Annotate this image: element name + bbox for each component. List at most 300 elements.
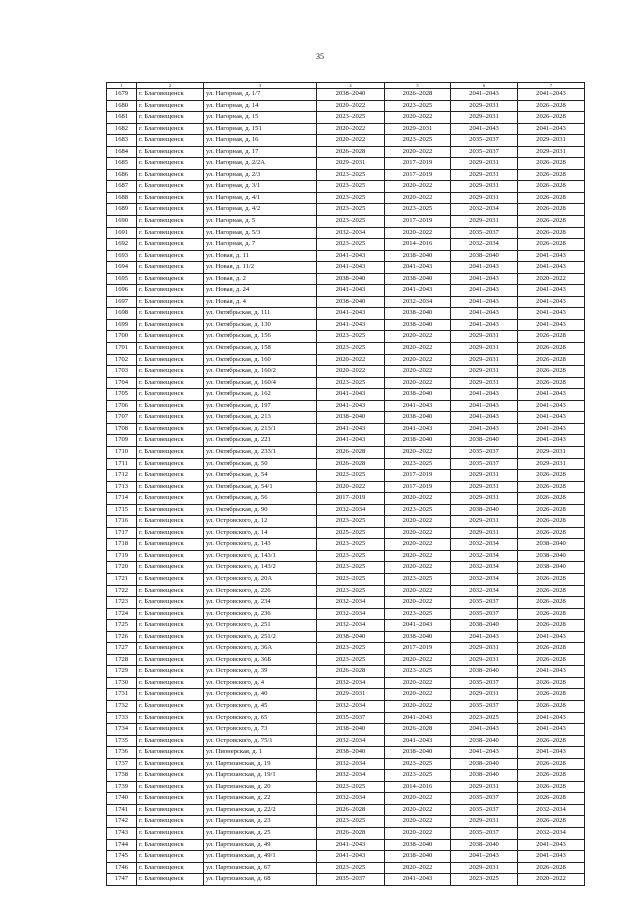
city-cell: г. Благовещенск — [137, 747, 204, 759]
period-col-7-cell: 2026–2028 — [518, 204, 585, 216]
period-col-5-cell: 2020–2022 — [385, 816, 451, 828]
period-col-7-cell: 2041–2043 — [518, 666, 585, 678]
period-col-6-cell: 2032–2034 — [451, 573, 518, 585]
address-cell: ул. Октябрьская, д. 50 — [204, 458, 317, 470]
address-cell: ул. Островского, д. 40 — [204, 689, 317, 701]
period-col-5-cell: 2020–2022 — [385, 700, 451, 712]
table-row — [107, 666, 585, 678]
address-cell: ул. Островского, д. 65 — [204, 712, 317, 724]
address-cell: ул. Партизанская, д. 49 — [204, 839, 317, 851]
address-cell: ул. Новая, д. 2 — [204, 273, 317, 285]
period-col-5-cell: 2020–2022 — [385, 828, 451, 840]
address-cell: ул. Островского, д. 14 — [204, 527, 317, 539]
city-cell: г. Благовещенск — [137, 585, 204, 597]
city-cell: г. Благовещенск — [137, 319, 204, 331]
period-col-6-cell: 2041–2043 — [451, 631, 518, 643]
period-col-6-cell: 2038–2040 — [451, 735, 518, 747]
row-number-cell: 1710 — [107, 446, 137, 458]
address-cell: ул. Партизанская, д. 19 — [204, 758, 317, 770]
period-col-7-cell: 2020–2022 — [518, 874, 585, 886]
period-col-4-cell: 2023–2025 — [317, 862, 385, 874]
period-col-5-cell: 2041–2043 — [385, 712, 451, 724]
period-col-6-cell: 2035–2037 — [451, 804, 518, 816]
address-cell: ул. Нагорная, д. 4/1 — [204, 192, 317, 204]
row-number-cell: 1735 — [107, 735, 137, 747]
period-col-6-cell: 2041–2043 — [451, 273, 518, 285]
city-cell: г. Благовещенск — [137, 400, 204, 412]
period-col-4-cell: 2032–2034 — [317, 504, 385, 516]
period-col-6-cell: 2029–2031 — [451, 100, 518, 112]
period-col-7-cell: 2026–2028 — [518, 516, 585, 528]
period-col-4-cell: 2026–2028 — [317, 828, 385, 840]
period-col-4-cell: 2041–2043 — [317, 435, 385, 447]
period-col-6-cell: 2029–2031 — [451, 862, 518, 874]
city-cell: г. Благовещенск — [137, 250, 204, 262]
city-cell: г. Благовещенск — [137, 562, 204, 574]
table-row — [107, 654, 585, 666]
row-number-cell: 1688 — [107, 192, 137, 204]
row-number-cell: 1747 — [107, 874, 137, 886]
period-col-4-cell: 2023–2025 — [317, 654, 385, 666]
period-col-6-cell: 2041–2043 — [451, 724, 518, 736]
city-cell: г. Благовещенск — [137, 296, 204, 308]
address-cell: ул. Октябрьская, д. 160/4 — [204, 377, 317, 389]
period-col-6-cell: 2029–2031 — [451, 781, 518, 793]
period-col-6-cell: 2032–2034 — [451, 550, 518, 562]
city-cell: г. Благовещенск — [137, 550, 204, 562]
address-cell: ул. Новая, д. 11 — [204, 250, 317, 262]
period-col-6-cell: 2032–2034 — [451, 239, 518, 251]
period-col-7-cell: 2032–2034 — [518, 828, 585, 840]
row-number-cell: 1734 — [107, 724, 137, 736]
period-col-6-cell: 2029–2031 — [451, 643, 518, 655]
city-cell: г. Благовещенск — [137, 758, 204, 770]
period-col-7-cell: 2026–2028 — [518, 169, 585, 181]
period-col-7-cell: 2041–2043 — [518, 296, 585, 308]
row-number-cell: 1679 — [107, 89, 137, 101]
period-col-6-cell: 2029–2031 — [451, 816, 518, 828]
address-cell: ул. Островского, д. 251/2 — [204, 631, 317, 643]
period-col-6-cell: 2029–2031 — [451, 654, 518, 666]
period-col-6-cell: 2029–2031 — [451, 493, 518, 505]
period-col-4-cell: 2038–2040 — [317, 631, 385, 643]
period-col-4-cell: 2026–2028 — [317, 804, 385, 816]
city-cell: г. Благовещенск — [137, 735, 204, 747]
period-col-6-cell: 2029–2031 — [451, 216, 518, 228]
city-cell: г. Благовещенск — [137, 516, 204, 528]
address-cell: ул. Октябрьская, д. 54 — [204, 470, 317, 482]
city-cell: г. Благовещенск — [137, 227, 204, 239]
table-row — [107, 793, 585, 805]
city-cell: г. Благовещенск — [137, 308, 204, 320]
city-cell: г. Благовещенск — [137, 112, 204, 124]
period-col-5-cell: 2020–2022 — [385, 181, 451, 193]
row-number-cell: 1703 — [107, 366, 137, 378]
table-row — [107, 319, 585, 331]
city-cell: г. Благовещенск — [137, 666, 204, 678]
period-col-5-cell: 2020–2022 — [385, 192, 451, 204]
period-col-4-cell: 2023–2025 — [317, 643, 385, 655]
address-cell: ул. Октябрьская, д. 160/2 — [204, 366, 317, 378]
period-col-4-cell: 2023–2025 — [317, 239, 385, 251]
period-col-5-cell: 2023–2025 — [385, 770, 451, 782]
period-col-4-cell: 2023–2025 — [317, 181, 385, 193]
period-col-7-cell: 2026–2028 — [518, 597, 585, 609]
table-row — [107, 400, 585, 412]
period-col-5-cell: 2023–2025 — [385, 573, 451, 585]
period-col-4-cell: 2020–2022 — [317, 135, 385, 147]
row-number-cell: 1736 — [107, 747, 137, 759]
row-number-cell: 1720 — [107, 562, 137, 574]
period-col-5-cell: 2023–2025 — [385, 135, 451, 147]
row-number-cell: 1729 — [107, 666, 137, 678]
period-col-5-cell: 2038–2040 — [385, 631, 451, 643]
period-col-7-cell: 2020–2022 — [518, 273, 585, 285]
period-col-4-cell: 2020–2022 — [317, 354, 385, 366]
row-number-cell: 1689 — [107, 204, 137, 216]
period-col-5-cell: 2017–2019 — [385, 158, 451, 170]
period-col-5-cell: 2020–2022 — [385, 689, 451, 701]
period-col-4-cell: 2032–2034 — [317, 735, 385, 747]
row-number-cell: 1713 — [107, 481, 137, 493]
period-col-7-cell: 2041–2043 — [518, 412, 585, 424]
table-row — [107, 389, 585, 401]
period-col-6-cell: 2038–2040 — [451, 758, 518, 770]
address-cell: ул. Пионерская, д. 1 — [204, 747, 317, 759]
period-col-6-cell: 2029–2031 — [451, 112, 518, 124]
address-cell: ул. Нагорная, д. 17 — [204, 146, 317, 158]
address-cell: ул. Островского, д. 36А — [204, 643, 317, 655]
table-row — [107, 816, 585, 828]
city-cell: г. Благовещенск — [137, 181, 204, 193]
city-cell: г. Благовещенск — [137, 204, 204, 216]
period-col-4-cell: 2032–2034 — [317, 227, 385, 239]
address-cell: ул. Островского, д. 236 — [204, 608, 317, 620]
city-cell: г. Благовещенск — [137, 481, 204, 493]
period-col-6-cell: 2029–2031 — [451, 343, 518, 355]
period-col-5-cell: 2020–2022 — [385, 793, 451, 805]
row-number-cell: 1687 — [107, 181, 137, 193]
period-col-5-cell: 2038–2040 — [385, 389, 451, 401]
table-row — [107, 377, 585, 389]
city-cell: г. Благовещенск — [137, 100, 204, 112]
period-col-7-cell: 2026–2028 — [518, 700, 585, 712]
period-col-4-cell: 2026–2028 — [317, 446, 385, 458]
period-col-5-cell: 2026–2028 — [385, 89, 451, 101]
row-number-cell: 1683 — [107, 135, 137, 147]
city-cell: г. Благовещенск — [137, 781, 204, 793]
column-header: 1 — [107, 83, 137, 89]
table-row — [107, 181, 585, 193]
table-row — [107, 273, 585, 285]
period-col-7-cell: 2026–2028 — [518, 493, 585, 505]
city-cell: г. Благовещенск — [137, 851, 204, 863]
period-col-7-cell: 2026–2028 — [518, 654, 585, 666]
period-col-7-cell: 2026–2028 — [518, 770, 585, 782]
city-cell: г. Благовещенск — [137, 631, 204, 643]
table-row — [107, 481, 585, 493]
row-number-cell: 1691 — [107, 227, 137, 239]
table-row — [107, 216, 585, 228]
city-cell: г. Благовещенск — [137, 366, 204, 378]
table-row — [107, 712, 585, 724]
table-body — [107, 89, 585, 886]
city-cell: г. Благовещенск — [137, 504, 204, 516]
period-col-7-cell: 2026–2028 — [518, 643, 585, 655]
table-row — [107, 89, 585, 101]
period-col-4-cell: 2023–2025 — [317, 331, 385, 343]
city-cell: г. Благовещенск — [137, 239, 204, 251]
city-cell: г. Благовещенск — [137, 770, 204, 782]
period-col-4-cell: 2038–2040 — [317, 273, 385, 285]
period-col-7-cell: 2041–2043 — [518, 123, 585, 135]
period-col-7-cell: 2026–2028 — [518, 677, 585, 689]
table-row — [107, 458, 585, 470]
period-col-7-cell: 2029–2031 — [518, 458, 585, 470]
address-cell: ул. Островского, д. 75/1 — [204, 735, 317, 747]
period-col-7-cell: 2029–2031 — [518, 135, 585, 147]
address-cell: ул. Октябрьская, д. 197 — [204, 400, 317, 412]
table-row — [107, 135, 585, 147]
period-col-5-cell: 2023–2025 — [385, 758, 451, 770]
period-col-5-cell: 2020–2022 — [385, 527, 451, 539]
row-number-cell: 1742 — [107, 816, 137, 828]
period-col-4-cell: 2032–2034 — [317, 597, 385, 609]
period-col-7-cell: 2029–2031 — [518, 146, 585, 158]
row-number-cell: 1696 — [107, 285, 137, 297]
period-col-6-cell: 2041–2043 — [451, 389, 518, 401]
period-col-6-cell: 2038–2040 — [451, 770, 518, 782]
column-header: 6 — [451, 83, 518, 89]
period-col-7-cell: 2041–2043 — [518, 747, 585, 759]
period-col-6-cell: 2032–2034 — [451, 204, 518, 216]
address-cell: ул. Нагорная, д. 2/3 — [204, 169, 317, 181]
period-col-6-cell: 2029–2031 — [451, 527, 518, 539]
table-row — [107, 354, 585, 366]
period-col-6-cell: 2029–2031 — [451, 192, 518, 204]
city-cell: г. Благовещенск — [137, 597, 204, 609]
address-cell: ул. Нагорная, д. 7 — [204, 239, 317, 251]
period-col-4-cell: 2023–2025 — [317, 112, 385, 124]
period-col-7-cell: 2026–2028 — [518, 239, 585, 251]
table-row — [107, 504, 585, 516]
period-col-5-cell: 2038–2040 — [385, 308, 451, 320]
row-number-cell: 1737 — [107, 758, 137, 770]
address-cell: ул. Октябрьская, д. 111 — [204, 308, 317, 320]
city-cell: г. Благовещенск — [137, 804, 204, 816]
table-row — [107, 169, 585, 181]
period-col-5-cell: 2038–2040 — [385, 851, 451, 863]
table-row — [107, 828, 585, 840]
period-col-6-cell: 2029–2031 — [451, 377, 518, 389]
row-number-cell: 1701 — [107, 343, 137, 355]
table-row — [107, 516, 585, 528]
period-col-6-cell: 2041–2043 — [451, 296, 518, 308]
address-cell: ул. Октябрьская, д. 213 — [204, 412, 317, 424]
period-col-5-cell: 2023–2025 — [385, 504, 451, 516]
table-row — [107, 689, 585, 701]
period-col-5-cell: 2038–2040 — [385, 747, 451, 759]
period-col-5-cell: 2023–2025 — [385, 608, 451, 620]
period-col-5-cell: 2023–2025 — [385, 100, 451, 112]
row-number-cell: 1680 — [107, 100, 137, 112]
period-col-4-cell: 2017–2019 — [317, 493, 385, 505]
city-cell: г. Благовещенск — [137, 354, 204, 366]
table-row — [107, 539, 585, 551]
table-row — [107, 527, 585, 539]
address-cell: ул. Нагорная, д. 14 — [204, 100, 317, 112]
period-col-6-cell: 2041–2043 — [451, 123, 518, 135]
row-number-cell: 1684 — [107, 146, 137, 158]
row-number-cell: 1718 — [107, 539, 137, 551]
row-number-cell: 1715 — [107, 504, 137, 516]
table-row — [107, 343, 585, 355]
period-col-7-cell: 2026–2028 — [518, 816, 585, 828]
period-col-6-cell: 2029–2031 — [451, 516, 518, 528]
city-cell: г. Благовещенск — [137, 643, 204, 655]
row-number-cell: 1707 — [107, 412, 137, 424]
period-col-7-cell: 2041–2043 — [518, 389, 585, 401]
address-cell: ул. Островского, д. 143 — [204, 539, 317, 551]
period-col-5-cell: 2020–2022 — [385, 366, 451, 378]
period-col-4-cell: 2041–2043 — [317, 319, 385, 331]
period-col-4-cell: 2029–2031 — [317, 158, 385, 170]
period-col-6-cell: 2032–2034 — [451, 562, 518, 574]
period-col-4-cell: 2041–2043 — [317, 389, 385, 401]
table-row — [107, 781, 585, 793]
period-col-6-cell: 2029–2031 — [451, 689, 518, 701]
period-col-7-cell: 2026–2028 — [518, 585, 585, 597]
period-col-6-cell: 2029–2031 — [451, 331, 518, 343]
period-col-6-cell: 2041–2043 — [451, 262, 518, 274]
address-cell: ул. Новая, д. 4 — [204, 296, 317, 308]
row-number-cell: 1723 — [107, 597, 137, 609]
period-col-7-cell: 2041–2043 — [518, 319, 585, 331]
period-col-4-cell: 2023–2025 — [317, 539, 385, 551]
table-row — [107, 562, 585, 574]
address-cell: ул. Октябрьская, д. 160 — [204, 354, 317, 366]
period-col-7-cell: 2041–2043 — [518, 285, 585, 297]
period-col-7-cell: 2041–2043 — [518, 423, 585, 435]
city-cell: г. Благовещенск — [137, 839, 204, 851]
period-col-5-cell: 2017–2019 — [385, 643, 451, 655]
period-col-5-cell: 2020–2022 — [385, 539, 451, 551]
table-row — [107, 735, 585, 747]
address-cell: ул. Островского, д. 73 — [204, 724, 317, 736]
period-col-7-cell: 2026–2028 — [518, 331, 585, 343]
period-col-6-cell: 2038–2040 — [451, 250, 518, 262]
period-col-7-cell: 2041–2043 — [518, 435, 585, 447]
period-col-4-cell: 2023–2025 — [317, 585, 385, 597]
row-number-cell: 1694 — [107, 262, 137, 274]
period-col-5-cell: 2041–2043 — [385, 262, 451, 274]
period-col-4-cell: 2023–2025 — [317, 516, 385, 528]
address-cell: ул. Нагорная, д. 5/3 — [204, 227, 317, 239]
row-number-cell: 1706 — [107, 400, 137, 412]
row-number-cell: 1698 — [107, 308, 137, 320]
city-cell: г. Благовещенск — [137, 677, 204, 689]
address-cell: ул. Партизанская, д. 23 — [204, 816, 317, 828]
column-header: 4 — [317, 83, 385, 89]
period-col-5-cell: 2020–2022 — [385, 550, 451, 562]
address-cell: ул. Партизанская, д. 49/1 — [204, 851, 317, 863]
row-number-cell: 1702 — [107, 354, 137, 366]
row-number-cell: 1712 — [107, 470, 137, 482]
city-cell: г. Благовещенск — [137, 285, 204, 297]
period-col-6-cell: 2029–2031 — [451, 366, 518, 378]
period-col-6-cell: 2035–2037 — [451, 227, 518, 239]
period-col-7-cell: 2026–2028 — [518, 862, 585, 874]
period-col-5-cell: 2014–2016 — [385, 781, 451, 793]
city-cell: г. Благовещенск — [137, 493, 204, 505]
period-col-4-cell: 2023–2025 — [317, 816, 385, 828]
table-row — [107, 331, 585, 343]
city-cell: г. Благовещенск — [137, 816, 204, 828]
period-col-6-cell: 2035–2037 — [451, 597, 518, 609]
period-col-5-cell: 2038–2040 — [385, 250, 451, 262]
table-row — [107, 804, 585, 816]
table-row — [107, 493, 585, 505]
period-col-6-cell: 2035–2037 — [451, 793, 518, 805]
period-col-7-cell: 2026–2028 — [518, 343, 585, 355]
row-number-cell: 1740 — [107, 793, 137, 805]
period-col-6-cell: 2023–2025 — [451, 874, 518, 886]
address-cell: ул. Нагорная, д. 4/2 — [204, 204, 317, 216]
period-col-7-cell: 2026–2028 — [518, 781, 585, 793]
address-cell: ул. Островского, д. 4 — [204, 677, 317, 689]
row-number-cell: 1682 — [107, 123, 137, 135]
period-col-5-cell: 2020–2022 — [385, 343, 451, 355]
address-cell: ул. Островского, д. 226 — [204, 585, 317, 597]
row-number-cell: 1690 — [107, 216, 137, 228]
city-cell: г. Благовещенск — [137, 89, 204, 101]
city-cell: г. Благовещенск — [137, 331, 204, 343]
table-row — [107, 239, 585, 251]
column-header: 3 — [204, 83, 317, 89]
period-col-7-cell: 2038–2040 — [518, 562, 585, 574]
period-col-4-cell: 2041–2043 — [317, 262, 385, 274]
address-cell: ул. Островского, д. 45 — [204, 700, 317, 712]
address-cell: ул. Октябрьская, д. 56 — [204, 493, 317, 505]
city-cell: г. Благовещенск — [137, 862, 204, 874]
address-cell: ул. Октябрьская, д. 233/1 — [204, 446, 317, 458]
period-col-5-cell: 2038–2040 — [385, 839, 451, 851]
table-row — [107, 446, 585, 458]
table-row — [107, 100, 585, 112]
period-col-5-cell: 2020–2022 — [385, 804, 451, 816]
period-col-6-cell: 2023–2025 — [451, 712, 518, 724]
address-cell: ул. Октябрьская, д. 90 — [204, 504, 317, 516]
address-cell: ул. Октябрьская, д. 162 — [204, 389, 317, 401]
period-col-7-cell: 2041–2043 — [518, 262, 585, 274]
period-col-4-cell: 2038–2040 — [317, 89, 385, 101]
period-col-6-cell: 2041–2043 — [451, 747, 518, 759]
period-col-4-cell: 2026–2028 — [317, 146, 385, 158]
row-number-cell: 1727 — [107, 643, 137, 655]
table-row — [107, 700, 585, 712]
page-number: 35 — [316, 52, 324, 61]
table-row — [107, 192, 585, 204]
city-cell: г. Благовещенск — [137, 724, 204, 736]
period-col-4-cell: 2041–2043 — [317, 250, 385, 262]
period-col-7-cell: 2026–2028 — [518, 158, 585, 170]
period-col-5-cell: 2020–2022 — [385, 227, 451, 239]
row-number-cell: 1726 — [107, 631, 137, 643]
row-number-cell: 1738 — [107, 770, 137, 782]
city-cell: г. Благовещенск — [137, 273, 204, 285]
period-col-4-cell: 2023–2025 — [317, 562, 385, 574]
row-number-cell: 1741 — [107, 804, 137, 816]
